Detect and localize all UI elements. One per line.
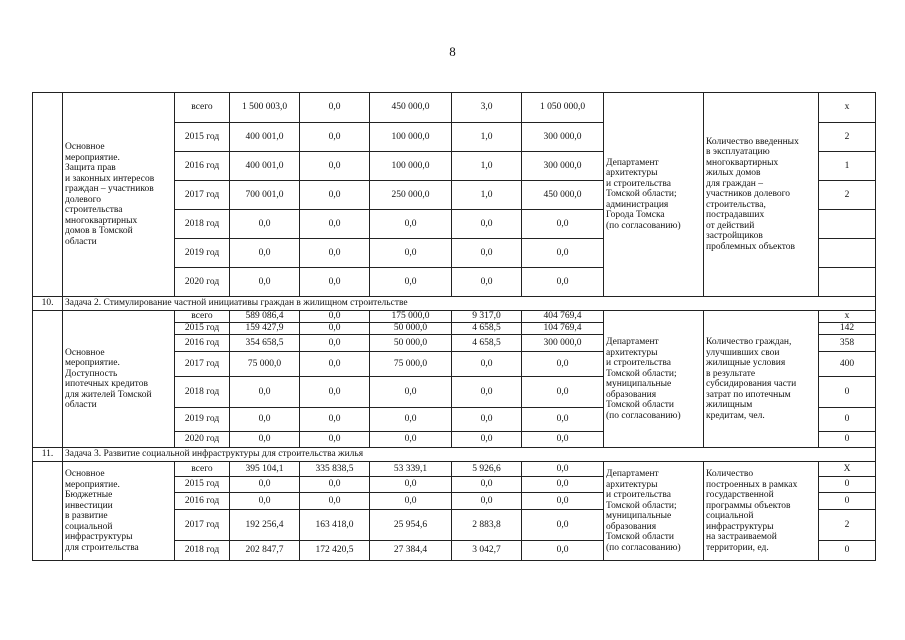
regional-budget-cell: 0,0 bbox=[370, 239, 452, 268]
period-cell: 2015 год bbox=[175, 323, 230, 335]
federal-budget-cell: 335 838,5 bbox=[300, 462, 370, 477]
federal-budget-cell: 0,0 bbox=[300, 210, 370, 239]
activity-name: Основное мероприятие. Бюджетные инвестиции в развитие социальной инфраструктуры для строительства bbox=[63, 462, 175, 561]
federal-budget-cell: 163 418,0 bbox=[300, 510, 370, 541]
table-row bbox=[33, 93, 876, 123]
local-budget-cell: 3,0 bbox=[452, 93, 522, 123]
local-budget-cell: 9 317,0 bbox=[452, 311, 522, 323]
federal-budget-cell: 0,0 bbox=[300, 311, 370, 323]
local-budget-cell: 2 883,8 bbox=[452, 510, 522, 541]
regional-budget-cell: 0,0 bbox=[370, 408, 452, 432]
task-number: 11. bbox=[33, 448, 63, 462]
total-cell: 400 001,0 bbox=[230, 152, 300, 181]
regional-budget-cell: 0,0 bbox=[370, 268, 452, 297]
period-cell: 2018 год bbox=[175, 210, 230, 239]
local-budget-cell: 0,0 bbox=[452, 493, 522, 510]
activity-name: Основное мероприятие. Защита прав и законных интересов граждан – участников долевого строительства многоквартирных домов в Томской области bbox=[63, 93, 175, 297]
federal-budget-cell: 0,0 bbox=[300, 493, 370, 510]
local-budget-cell: 0,0 bbox=[452, 352, 522, 377]
indicator-value-cell: X bbox=[819, 462, 876, 477]
period-cell: 2016 год bbox=[175, 493, 230, 510]
total-cell: 0,0 bbox=[230, 477, 300, 493]
local-budget-cell: 1,0 bbox=[452, 181, 522, 210]
local-budget-cell: 3 042,7 bbox=[452, 541, 522, 561]
row-number-cell bbox=[33, 462, 63, 561]
extrabudgetary-cell: 0,0 bbox=[522, 432, 604, 448]
task-number: 10. bbox=[33, 297, 63, 311]
executor-cell: Департамент архитектуры и строительства Томской области; муниципальные образования Томской области (по согласованию) bbox=[604, 311, 704, 448]
local-budget-cell: 0,0 bbox=[452, 377, 522, 408]
regional-budget-cell: 50 000,0 bbox=[370, 323, 452, 335]
indicator-value-cell: 400 bbox=[819, 352, 876, 377]
federal-budget-cell: 0,0 bbox=[300, 323, 370, 335]
indicator-value-cell: 358 bbox=[819, 335, 876, 352]
task-row bbox=[33, 448, 876, 462]
regional-budget-cell: 450 000,0 bbox=[370, 93, 452, 123]
regional-budget-cell: 175 000,0 bbox=[370, 311, 452, 323]
total-cell: 0,0 bbox=[230, 493, 300, 510]
federal-budget-cell: 172 420,5 bbox=[300, 541, 370, 561]
total-cell: 400 001,0 bbox=[230, 123, 300, 152]
extrabudgetary-cell: 0,0 bbox=[522, 268, 604, 297]
federal-budget-cell: 0,0 bbox=[300, 352, 370, 377]
total-cell: 700 001,0 bbox=[230, 181, 300, 210]
regional-budget-cell: 27 384,4 bbox=[370, 541, 452, 561]
period-cell: 2019 год bbox=[175, 239, 230, 268]
total-cell: 589 086,4 bbox=[230, 311, 300, 323]
indicator-value-cell: 1 bbox=[819, 152, 876, 181]
indicator-value-cell bbox=[819, 239, 876, 268]
period-cell: всего bbox=[175, 93, 230, 123]
federal-budget-cell: 0,0 bbox=[300, 181, 370, 210]
regional-budget-cell: 0,0 bbox=[370, 210, 452, 239]
regional-budget-cell: 53 339,1 bbox=[370, 462, 452, 477]
federal-budget-cell: 0,0 bbox=[300, 123, 370, 152]
task-title: Задача 2. Стимулирование частной инициативы граждан в жилищном строительстве bbox=[63, 297, 876, 311]
indicator-cell: Количество введенных в эксплуатацию многоквартирных жилых домов для граждан – участников долевого строительства, пострадавших от действий застройщиков проблемных объектов bbox=[704, 93, 819, 297]
indicator-value-cell: 2 bbox=[819, 510, 876, 541]
indicator-value-cell bbox=[819, 210, 876, 239]
indicator-value-cell: 142 bbox=[819, 323, 876, 335]
regional-budget-cell: 250 000,0 bbox=[370, 181, 452, 210]
period-cell: 2015 год bbox=[175, 123, 230, 152]
total-cell: 0,0 bbox=[230, 432, 300, 448]
row-number-cell bbox=[33, 311, 63, 448]
extrabudgetary-cell: 300 000,0 bbox=[522, 335, 604, 352]
executor-cell: Департамент архитектуры и строительства Томской области; муниципальные образования Томской области (по согласованию) bbox=[604, 462, 704, 561]
local-budget-cell: 4 658,5 bbox=[452, 323, 522, 335]
period-cell: 2020 год bbox=[175, 268, 230, 297]
period-cell: 2017 год bbox=[175, 352, 230, 377]
regional-budget-cell: 0,0 bbox=[370, 477, 452, 493]
local-budget-cell: 1,0 bbox=[452, 123, 522, 152]
extrabudgetary-cell: 0,0 bbox=[522, 510, 604, 541]
period-cell: 2017 год bbox=[175, 181, 230, 210]
indicator-value-cell: x bbox=[819, 311, 876, 323]
task-title: Задача 3. Развитие социальной инфраструктуры для строительства жилья bbox=[63, 448, 876, 462]
extrabudgetary-cell: 0,0 bbox=[522, 462, 604, 477]
indicator-value-cell bbox=[819, 268, 876, 297]
local-budget-cell: 0,0 bbox=[452, 432, 522, 448]
period-cell: 2015 год bbox=[175, 477, 230, 493]
period-cell: 2020 год bbox=[175, 432, 230, 448]
extrabudgetary-cell: 404 769,4 bbox=[522, 311, 604, 323]
federal-budget-cell: 0,0 bbox=[300, 377, 370, 408]
indicator-value-cell: 0 bbox=[819, 541, 876, 561]
federal-budget-cell: 0,0 bbox=[300, 477, 370, 493]
regional-budget-cell: 75 000,0 bbox=[370, 352, 452, 377]
total-cell: 159 427,9 bbox=[230, 323, 300, 335]
indicator-value-cell: 0 bbox=[819, 408, 876, 432]
table-row bbox=[33, 311, 876, 323]
indicator-value-cell: 0 bbox=[819, 477, 876, 493]
extrabudgetary-cell: 0,0 bbox=[522, 352, 604, 377]
executor-cell: Департамент архитектуры и строительства Томской области; администрация Города Томска (по согласованию) bbox=[604, 93, 704, 297]
page-number: 8 bbox=[449, 44, 456, 59]
indicator-value-cell: 2 bbox=[819, 181, 876, 210]
extrabudgetary-cell: 104 769,4 bbox=[522, 323, 604, 335]
extrabudgetary-cell: 0,0 bbox=[522, 408, 604, 432]
extrabudgetary-cell: 300 000,0 bbox=[522, 152, 604, 181]
regional-budget-cell: 0,0 bbox=[370, 493, 452, 510]
total-cell: 354 658,5 bbox=[230, 335, 300, 352]
period-cell: всего bbox=[175, 311, 230, 323]
program-table bbox=[32, 92, 876, 561]
local-budget-cell: 0,0 bbox=[452, 408, 522, 432]
period-cell: 2016 год bbox=[175, 152, 230, 181]
total-cell: 0,0 bbox=[230, 239, 300, 268]
total-cell: 0,0 bbox=[230, 377, 300, 408]
extrabudgetary-cell: 0,0 bbox=[522, 541, 604, 561]
extrabudgetary-cell: 450 000,0 bbox=[522, 181, 604, 210]
total-cell: 202 847,7 bbox=[230, 541, 300, 561]
period-cell: 2017 год bbox=[175, 510, 230, 541]
extrabudgetary-cell: 0,0 bbox=[522, 210, 604, 239]
regional-budget-cell: 100 000,0 bbox=[370, 152, 452, 181]
federal-budget-cell: 0,0 bbox=[300, 239, 370, 268]
extrabudgetary-cell: 1 050 000,0 bbox=[522, 93, 604, 123]
row-number-cell bbox=[33, 93, 63, 297]
local-budget-cell: 0,0 bbox=[452, 210, 522, 239]
total-cell: 0,0 bbox=[230, 268, 300, 297]
period-cell: 2019 год bbox=[175, 408, 230, 432]
period-cell: всего bbox=[175, 462, 230, 477]
extrabudgetary-cell: 300 000,0 bbox=[522, 123, 604, 152]
indicator-value-cell: 0 bbox=[819, 377, 876, 408]
federal-budget-cell: 0,0 bbox=[300, 152, 370, 181]
federal-budget-cell: 0,0 bbox=[300, 335, 370, 352]
table-row bbox=[33, 462, 876, 477]
total-cell: 75 000,0 bbox=[230, 352, 300, 377]
total-cell: 0,0 bbox=[230, 210, 300, 239]
local-budget-cell: 0,0 bbox=[452, 477, 522, 493]
indicator-value-cell: 0 bbox=[819, 493, 876, 510]
total-cell: 192 256,4 bbox=[230, 510, 300, 541]
period-cell: 2016 год bbox=[175, 335, 230, 352]
regional-budget-cell: 50 000,0 bbox=[370, 335, 452, 352]
activity-name: Основное мероприятие. Доступность ипотечных кредитов для жителей Томской области bbox=[63, 311, 175, 448]
total-cell: 0,0 bbox=[230, 408, 300, 432]
federal-budget-cell: 0,0 bbox=[300, 268, 370, 297]
federal-budget-cell: 0,0 bbox=[300, 93, 370, 123]
regional-budget-cell: 0,0 bbox=[370, 377, 452, 408]
indicator-value-cell: 0 bbox=[819, 432, 876, 448]
federal-budget-cell: 0,0 bbox=[300, 408, 370, 432]
extrabudgetary-cell: 0,0 bbox=[522, 239, 604, 268]
indicator-value-cell: 2 bbox=[819, 123, 876, 152]
regional-budget-cell: 100 000,0 bbox=[370, 123, 452, 152]
federal-budget-cell: 0,0 bbox=[300, 432, 370, 448]
period-cell: 2018 год bbox=[175, 541, 230, 561]
local-budget-cell: 0,0 bbox=[452, 239, 522, 268]
total-cell: 1 500 003,0 bbox=[230, 93, 300, 123]
local-budget-cell: 0,0 bbox=[452, 268, 522, 297]
indicator-cell: Количество граждан, улучшивших свои жилищные условия в результате субсидирования части затрат по ипотечным жилищным кредитам, чел. bbox=[704, 311, 819, 448]
local-budget-cell: 4 658,5 bbox=[452, 335, 522, 352]
total-cell: 395 104,1 bbox=[230, 462, 300, 477]
local-budget-cell: 1,0 bbox=[452, 152, 522, 181]
extrabudgetary-cell: 0,0 bbox=[522, 477, 604, 493]
regional-budget-cell: 25 954,6 bbox=[370, 510, 452, 541]
period-cell: 2018 год bbox=[175, 377, 230, 408]
indicator-value-cell: x bbox=[819, 93, 876, 123]
indicator-cell: Количество построенных в рамках государственной программы объектов социальной инфраструктуры на застраиваемой территории, ед. bbox=[704, 462, 819, 561]
local-budget-cell: 5 926,6 bbox=[452, 462, 522, 477]
regional-budget-cell: 0,0 bbox=[370, 432, 452, 448]
task-row bbox=[33, 297, 876, 311]
extrabudgetary-cell: 0,0 bbox=[522, 377, 604, 408]
extrabudgetary-cell: 0,0 bbox=[522, 493, 604, 510]
